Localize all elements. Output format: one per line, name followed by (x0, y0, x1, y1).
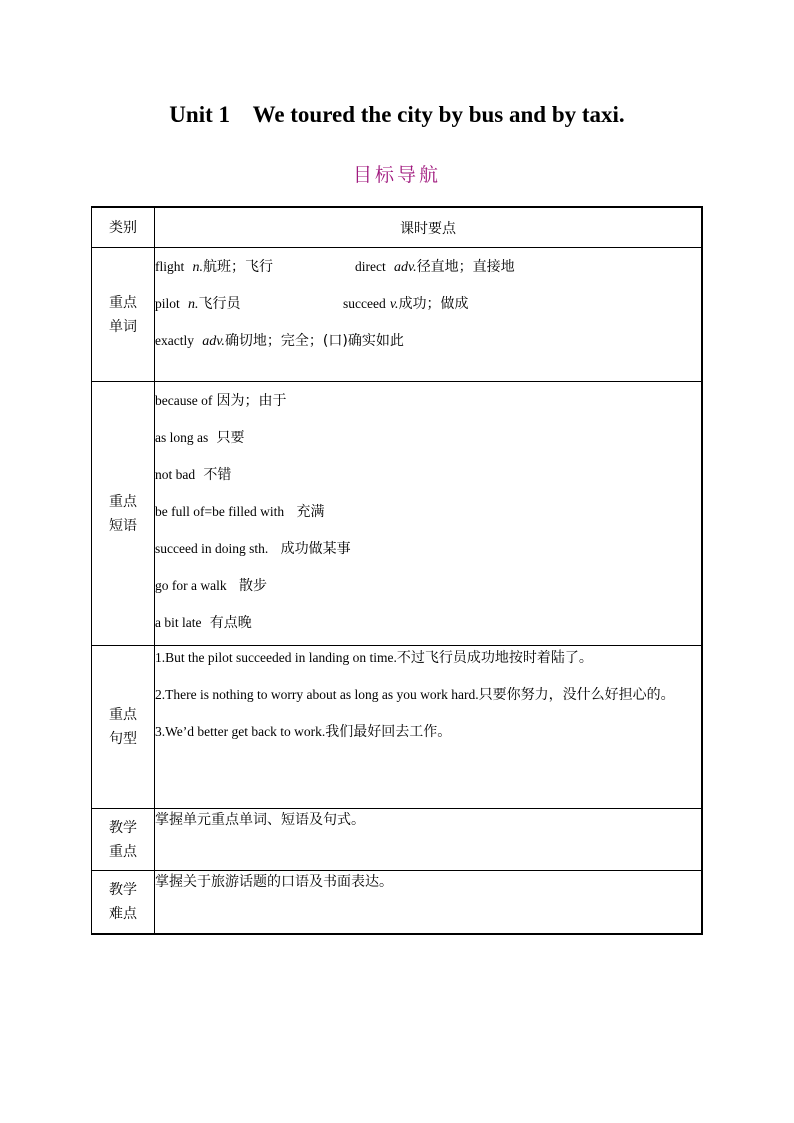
section-title: 目标导航 (352, 164, 441, 186)
phrase-item: a bit late 有点晚 (155, 615, 252, 631)
sentences-row (92, 646, 703, 809)
vocab-list (155, 248, 703, 382)
sentence-item: 3.We’d better get back to work.我们最好回去工作。 (155, 724, 452, 740)
difficulty-text: 掌握关于旅游话题的口语及书面表达。 (155, 871, 703, 935)
sentence-item: 2.There is nothing to worry about as long as you work hard.只要你努力，没什么好担心的。 (155, 687, 675, 703)
lesson-plan-table (91, 206, 703, 935)
phrase-item: be full of=be filled with 充满 (155, 504, 325, 520)
phrase-item: succeed in doing sth. 成功做某事 (155, 541, 351, 557)
difficulty-row (92, 871, 703, 935)
phrase-item: as long as 只要 (155, 430, 245, 446)
table-header-row (92, 207, 703, 248)
sentence-item: 1.But the pilot succeeded in landing on time.不过飞行员成功地按时着陆了。 (155, 650, 593, 666)
vocab-category: 重点 单词 (92, 248, 155, 382)
vocab-line-2: pilot n.飞行员 succeed v.成功；做成 (155, 296, 469, 312)
page-title: Unit 1 We toured the city by bus and by taxi. (169, 102, 625, 127)
focus-text: 掌握单元重点单词、短语及句式。 (155, 809, 703, 871)
phrases-category: 重点 短语 (92, 382, 155, 646)
phrases-row (92, 382, 703, 646)
phrase-item: not bad 不错 (155, 467, 232, 483)
phrase-item: go for a walk 散步 (155, 578, 268, 594)
phrases-list (155, 382, 703, 646)
difficulty-category: 教学 难点 (92, 871, 155, 935)
focus-row (92, 809, 703, 871)
vocab-row (92, 248, 703, 382)
sentences-category: 重点 句型 (92, 646, 155, 809)
phrase-item: because of 因为；由于 (155, 393, 287, 409)
vocab-line-1: flight n.航班；飞行 direct adv.径直地；直接地 (155, 259, 515, 275)
sentences-list (155, 646, 703, 809)
vocab-line-3: exactly adv.确切地；完全；(口)确实如此 (155, 333, 404, 349)
header-category: 类别 (92, 207, 155, 248)
focus-category: 教学 重点 (92, 809, 155, 871)
header-points: 课时要点 (155, 207, 703, 248)
